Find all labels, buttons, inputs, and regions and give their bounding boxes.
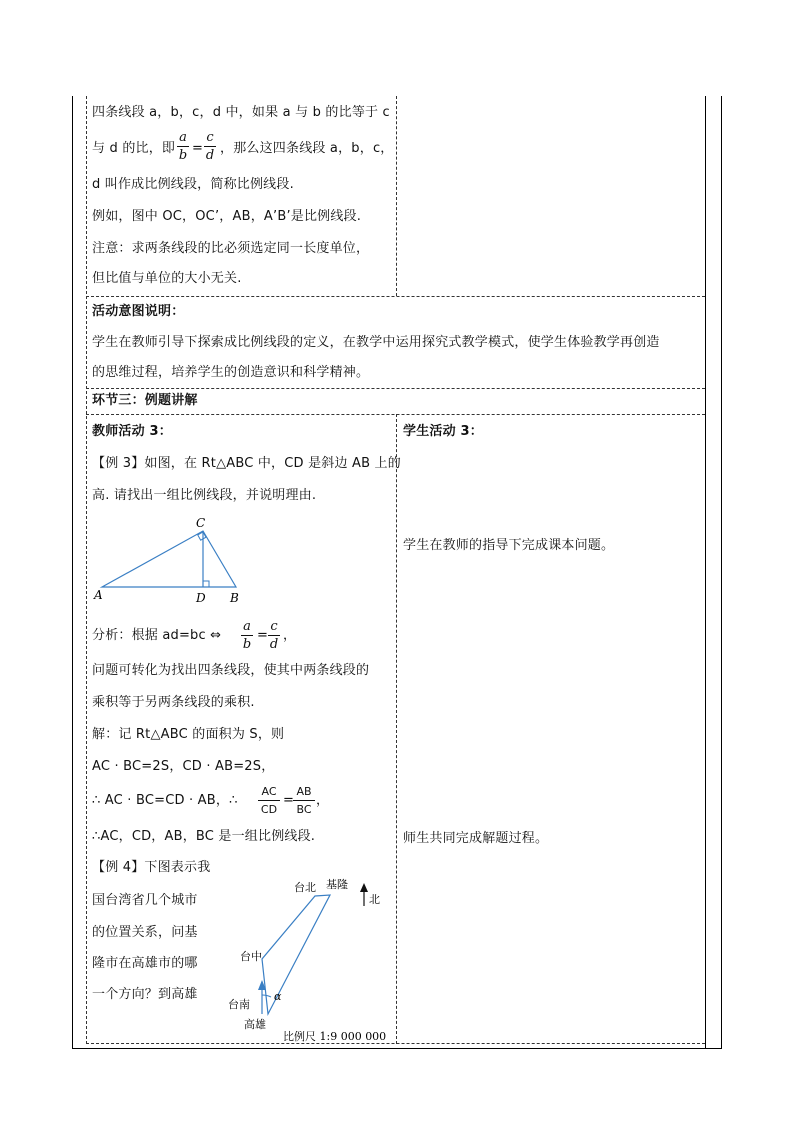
intent-line-1: 学生在教师引导下探索成比例线段的定义，在教学中运用探究式教学模式，使学生体验教学再创造 (92, 335, 660, 350)
row-divider-3 (86, 414, 705, 415)
teacher-activity-heading: 教师活动 3： (92, 424, 172, 439)
row-divider-2 (86, 388, 705, 389)
label-jilong: 基隆 (326, 878, 348, 891)
definition-equals: = (192, 141, 204, 156)
example4-line-5: 一个方向？到高雄 (92, 987, 198, 1002)
fraction-denominator: BC (296, 803, 312, 816)
solution-line-3-suffix: ， (316, 793, 330, 808)
intent-line-2: 的思维过程，培养学生的创造意识和科学精神。 (92, 365, 370, 380)
fraction-denominator: d (205, 148, 215, 163)
city-route-polygon (262, 895, 330, 1014)
intent-heading: 活动意图说明： (92, 304, 185, 319)
definition-line-2-prefix: 与 d 的比，即 (92, 141, 176, 156)
fraction-bar (177, 146, 189, 147)
analysis-line-3: 乘积等于另两条线段的乘积. (92, 695, 255, 710)
definition-line-3: d 叫作成比例线段，简称比例线段. (92, 177, 294, 192)
fraction-bar (258, 800, 280, 801)
analysis-line-2: 问题可转化为找出四条线段，使其中两条线段的 (92, 663, 370, 678)
analysis-line-1: 分析：根据 ad=bc ⇔ (92, 628, 222, 643)
solution-line-3: ∴ AC · BC=CD · AB，∴ (92, 793, 238, 808)
fraction-denominator: b (242, 637, 252, 652)
example3-line-2: 高. 请找出一组比例线段，并说明理由. (92, 488, 317, 503)
solution-line-2: AC · BC=2S，CD · AB=2S， (92, 759, 275, 774)
example4-line-1: 【例 4】下图表示我 (92, 860, 211, 875)
fraction-denominator: b (178, 148, 188, 163)
column-divider-bottom (396, 414, 397, 1044)
solution-fraction-right (293, 784, 315, 817)
label-taibei: 台北 (294, 881, 316, 894)
north-arrow-head (360, 883, 368, 892)
solution-equals: = (283, 793, 295, 808)
row-divider-1 (86, 296, 705, 297)
fraction-numerator: a (243, 619, 251, 634)
fraction-bar (241, 635, 253, 636)
fraction-numerator: c (206, 130, 214, 145)
analysis-fraction-right (268, 619, 280, 652)
solution-line-4: ∴AC，CD，AB，BC 是一组比例线段. (92, 829, 316, 844)
vertex-label-d: D (196, 591, 206, 605)
example4-line-3: 的位置关系，问基 (92, 925, 198, 940)
row-divider-bottom (86, 1043, 705, 1044)
label-gaoxiong: 高雄 (244, 1018, 266, 1031)
fraction-numerator: AC (261, 785, 277, 798)
definition-fraction-right (204, 130, 216, 163)
definition-line-2-suffix: ，那么这四条线段 a，b，c， (220, 141, 394, 156)
section-title: 环节三：例题讲解 (92, 393, 198, 408)
label-taizhong: 台中 (240, 950, 262, 963)
definition-example: 例如，图中 OC，OC’，AB，A’B’是比例线段. (92, 209, 362, 224)
fraction-denominator: CD (260, 803, 278, 816)
fraction-bar (293, 800, 315, 801)
analysis-fraction-left (241, 619, 253, 652)
vertex-label-a: A (94, 588, 103, 602)
student-activity-heading: 学生活动 3： (403, 424, 483, 439)
column-divider-top (396, 96, 397, 296)
outer-right-border (721, 96, 722, 1048)
label-tainan: 台南 (228, 998, 250, 1011)
right-triangle-figure (92, 515, 252, 607)
fraction-numerator: a (179, 130, 187, 145)
analysis-equals: = (257, 628, 269, 643)
definition-line-1: 四条线段 a，b，c，d 中，如果 a 与 b 的比等于 c (92, 105, 390, 120)
taiwan-cities-map (226, 872, 394, 1044)
example4-line-2: 国台湾省几个城市 (92, 893, 198, 908)
map-scale: 比例尺 1:9 000 000 (283, 1030, 387, 1043)
label-alpha: α (274, 990, 282, 1003)
vertex-label-b: B (230, 591, 239, 605)
outer-bottom-border (72, 1048, 722, 1049)
solution-fraction-left (258, 784, 280, 817)
student-activity-line-2: 师生共同完成解题过程。 (403, 831, 549, 846)
example4-line-4: 隆市在高雄市的哪 (92, 956, 198, 971)
fraction-bar (268, 635, 280, 636)
definition-note-2: 但比值与单位的大小无关. (92, 271, 242, 286)
outer-left-border (72, 96, 73, 1048)
analysis-suffix: ， (283, 628, 297, 643)
fraction-denominator: d (269, 637, 279, 652)
example3-line-1: 【例 3】如图，在 Rt△ABC 中，CD 是斜边 AB 上的 (92, 456, 401, 471)
vertex-label-c: C (196, 516, 206, 530)
fraction-numerator: AB (296, 785, 312, 798)
triangle-abc (102, 531, 236, 587)
student-activity-line-1: 学生在教师的指导下完成课本问题。 (403, 538, 615, 553)
right-angle-mark-d (203, 581, 209, 587)
fraction-bar (204, 146, 216, 147)
inner-left-border (86, 96, 87, 1044)
label-north: 北 (369, 893, 380, 906)
definition-note-1: 注意：求两条线段的比必须选定同一长度单位， (92, 241, 370, 256)
definition-fraction-left (177, 130, 189, 163)
inner-right-border (705, 96, 706, 1048)
solution-line-1: 解：记 Rt△ABC 的面积为 S，则 (92, 727, 285, 742)
fraction-numerator: c (270, 619, 278, 634)
